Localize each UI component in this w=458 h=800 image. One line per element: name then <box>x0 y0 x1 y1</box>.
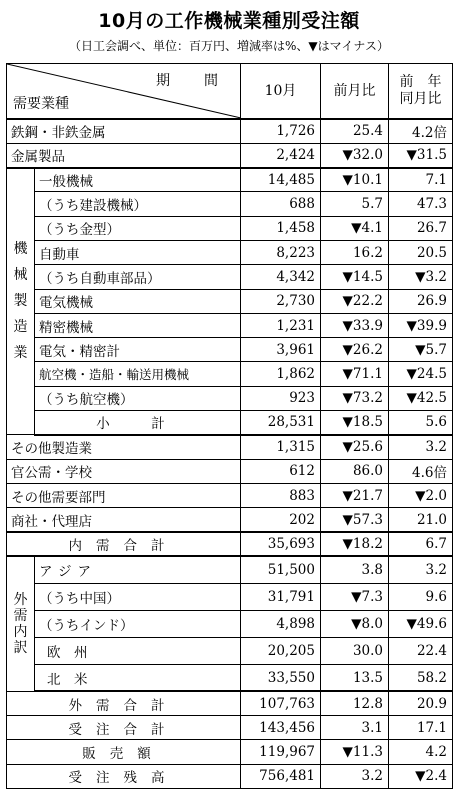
header-period: 期 間 <box>156 73 228 89</box>
cell-mom: ▼10.1 <box>321 168 389 192</box>
cell-mom: 3.2 <box>321 764 389 788</box>
cell-october: 883 <box>241 483 321 507</box>
row-label: 外需合計 <box>7 691 241 715</box>
table-row <box>7 240 453 264</box>
cell-october: 51,500 <box>241 556 321 583</box>
cell-yoy: ▼24.5 <box>389 362 453 386</box>
row-label: その他需要部門 <box>7 483 241 507</box>
cell-yoy: 20.9 <box>389 691 453 715</box>
cell-yoy: 4.6倍 <box>389 459 453 483</box>
cell-october: 1,231 <box>241 313 321 337</box>
cell-mom: ▼8.0 <box>321 610 389 637</box>
table-row <box>7 265 453 289</box>
cell-mom: 5.7 <box>321 192 389 216</box>
cell-yoy: ▼2.0 <box>389 483 453 507</box>
row-label: 内需合計 <box>7 532 241 556</box>
row-label: 受注残高 <box>7 764 241 788</box>
cell-mom: ▼32.0 <box>321 143 389 167</box>
cell-october: 688 <box>241 192 321 216</box>
cell-yoy: 22.4 <box>389 637 453 664</box>
cell-mom: 30.0 <box>321 637 389 664</box>
cell-yoy: 3.2 <box>389 435 453 459</box>
row-label: （うち中国） <box>35 583 241 610</box>
table-row <box>7 313 453 337</box>
table-row <box>7 289 453 313</box>
cell-october: 33,550 <box>241 664 321 691</box>
row-label: 商社・代理店 <box>7 508 241 532</box>
cell-mom: 3.8 <box>321 556 389 583</box>
cell-october: 2,424 <box>241 143 321 167</box>
cell-mom: 3.1 <box>321 716 389 740</box>
cell-october: 1,862 <box>241 362 321 386</box>
cell-october: 8,223 <box>241 240 321 264</box>
table-row <box>7 459 453 483</box>
cell-yoy: ▼3.2 <box>389 265 453 289</box>
table-row <box>7 637 453 664</box>
cell-october: 143,456 <box>241 716 321 740</box>
cell-yoy: 58.2 <box>389 664 453 691</box>
cell-yoy: 47.3 <box>389 192 453 216</box>
cell-yoy: ▼39.9 <box>389 313 453 337</box>
row-label: （うち自動車部品） <box>35 265 241 289</box>
cell-october: 4,342 <box>241 265 321 289</box>
cell-mom: ▼18.5 <box>321 411 389 435</box>
cell-mom: 13.5 <box>321 664 389 691</box>
cell-mom: ▼21.7 <box>321 483 389 507</box>
cell-october: 28,531 <box>241 411 321 435</box>
cell-october: 4,898 <box>241 610 321 637</box>
table-row-sales <box>7 740 453 764</box>
row-label: 販売額 <box>7 740 241 764</box>
cell-yoy: ▼42.5 <box>389 386 453 410</box>
cell-mom: ▼25.6 <box>321 435 389 459</box>
cell-october: 3,961 <box>241 338 321 362</box>
cell-yoy: ▼49.6 <box>389 610 453 637</box>
header-diagonal-cell <box>7 64 241 120</box>
cell-yoy: 20.5 <box>389 240 453 264</box>
table-row <box>7 483 453 507</box>
row-label: 金属製品 <box>7 143 241 167</box>
table-row <box>7 119 453 143</box>
row-label: 電気・精密計 <box>35 338 241 362</box>
row-label: 北 米 <box>35 664 241 691</box>
header-october: 10月 <box>241 64 321 120</box>
table-row <box>7 192 453 216</box>
row-label: 官公需・学校 <box>7 459 241 483</box>
cell-october: 202 <box>241 508 321 532</box>
table-row <box>7 583 453 610</box>
cell-october: 35,693 <box>241 532 321 556</box>
cell-yoy: 5.6 <box>389 411 453 435</box>
orders-table <box>6 63 453 789</box>
table-subtitle: （日工会調べ、単位：百万円、増減率は%、▼はマイナス） <box>69 39 389 53</box>
row-label: 小 計 <box>35 411 241 435</box>
cell-mom: ▼26.2 <box>321 338 389 362</box>
row-label: 電気機械 <box>35 289 241 313</box>
row-label: 一般機械 <box>35 168 241 192</box>
row-label: その他製造業 <box>7 435 241 459</box>
cell-october: 612 <box>241 459 321 483</box>
table-row-domestic-total <box>7 532 453 556</box>
table-title: 10月の工作機械業種別受注額 <box>98 10 360 32</box>
table-row-orders-total <box>7 716 453 740</box>
header-sector: 需要業種 <box>13 96 69 112</box>
group-label-overseas: 外 需 内 訳 <box>7 556 35 691</box>
cell-yoy: ▼31.5 <box>389 143 453 167</box>
header-yoy-line2: 同月比 <box>399 91 442 107</box>
header-month-over-month: 前月比 <box>321 64 389 120</box>
cell-october: 2,730 <box>241 289 321 313</box>
cell-yoy: 21.0 <box>389 508 453 532</box>
cell-october: 1,458 <box>241 216 321 240</box>
cell-october: 119,967 <box>241 740 321 764</box>
cell-october: 1,726 <box>241 119 321 143</box>
table-row <box>7 338 453 362</box>
row-label: 航空機・造船・輸送用機械 <box>35 362 241 386</box>
cell-october: 1,315 <box>241 435 321 459</box>
cell-yoy: ▼2.4 <box>389 764 453 788</box>
row-label: 精密機械 <box>35 313 241 337</box>
table-row <box>7 386 453 410</box>
row-label: （うち航空機） <box>35 386 241 410</box>
cell-mom: ▼7.3 <box>321 583 389 610</box>
cell-mom: 16.2 <box>321 240 389 264</box>
table-row-subtotal <box>7 411 453 435</box>
header-row <box>7 64 453 120</box>
cell-mom: ▼71.1 <box>321 362 389 386</box>
cell-mom: ▼14.5 <box>321 265 389 289</box>
table-row <box>7 664 453 691</box>
cell-yoy: 4.2 <box>389 740 453 764</box>
cell-mom: 25.4 <box>321 119 389 143</box>
row-label: （うち建設機械） <box>35 192 241 216</box>
row-label: 自動車 <box>35 240 241 264</box>
table-row <box>7 362 453 386</box>
table-row <box>7 435 453 459</box>
row-label: 鉄鋼・非鉄金属 <box>7 119 241 143</box>
row-label: 欧 州 <box>35 637 241 664</box>
cell-yoy: 4.2倍 <box>389 119 453 143</box>
cell-yoy: 6.7 <box>389 532 453 556</box>
cell-october: 107,763 <box>241 691 321 715</box>
cell-mom: ▼73.2 <box>321 386 389 410</box>
row-label: 受注合計 <box>7 716 241 740</box>
header-yoy-line1: 前 年 <box>399 74 442 90</box>
cell-october: 756,481 <box>241 764 321 788</box>
cell-mom: ▼57.3 <box>321 508 389 532</box>
cell-mom: ▼33.9 <box>321 313 389 337</box>
table-row <box>7 216 453 240</box>
row-label: アジア <box>35 556 241 583</box>
cell-yoy: ▼5.7 <box>389 338 453 362</box>
table-row <box>7 168 453 192</box>
table-row <box>7 610 453 637</box>
cell-mom: 86.0 <box>321 459 389 483</box>
table-row <box>7 508 453 532</box>
table-row <box>7 556 453 583</box>
cell-october: 923 <box>241 386 321 410</box>
cell-mom: ▼22.2 <box>321 289 389 313</box>
cell-mom: ▼11.3 <box>321 740 389 764</box>
cell-yoy: 7.1 <box>389 168 453 192</box>
cell-october: 20,205 <box>241 637 321 664</box>
header-year-over-year <box>389 64 453 120</box>
cell-october: 14,485 <box>241 168 321 192</box>
cell-yoy: 3.2 <box>389 556 453 583</box>
cell-mom: 12.8 <box>321 691 389 715</box>
cell-mom: ▼18.2 <box>321 532 389 556</box>
cell-yoy: 17.1 <box>389 716 453 740</box>
table-row-backlog <box>7 764 453 788</box>
cell-yoy: 26.9 <box>389 289 453 313</box>
cell-october: 31,791 <box>241 583 321 610</box>
table-row <box>7 143 453 167</box>
group-label-machinery: 機 械 製 造 業 <box>7 168 35 435</box>
table-row-foreign-total <box>7 691 453 715</box>
cell-yoy: 26.7 <box>389 216 453 240</box>
row-label: （うちインド） <box>35 610 241 637</box>
row-label: （うち金型） <box>35 216 241 240</box>
cell-mom: ▼4.1 <box>321 216 389 240</box>
cell-yoy: 9.6 <box>389 583 453 610</box>
